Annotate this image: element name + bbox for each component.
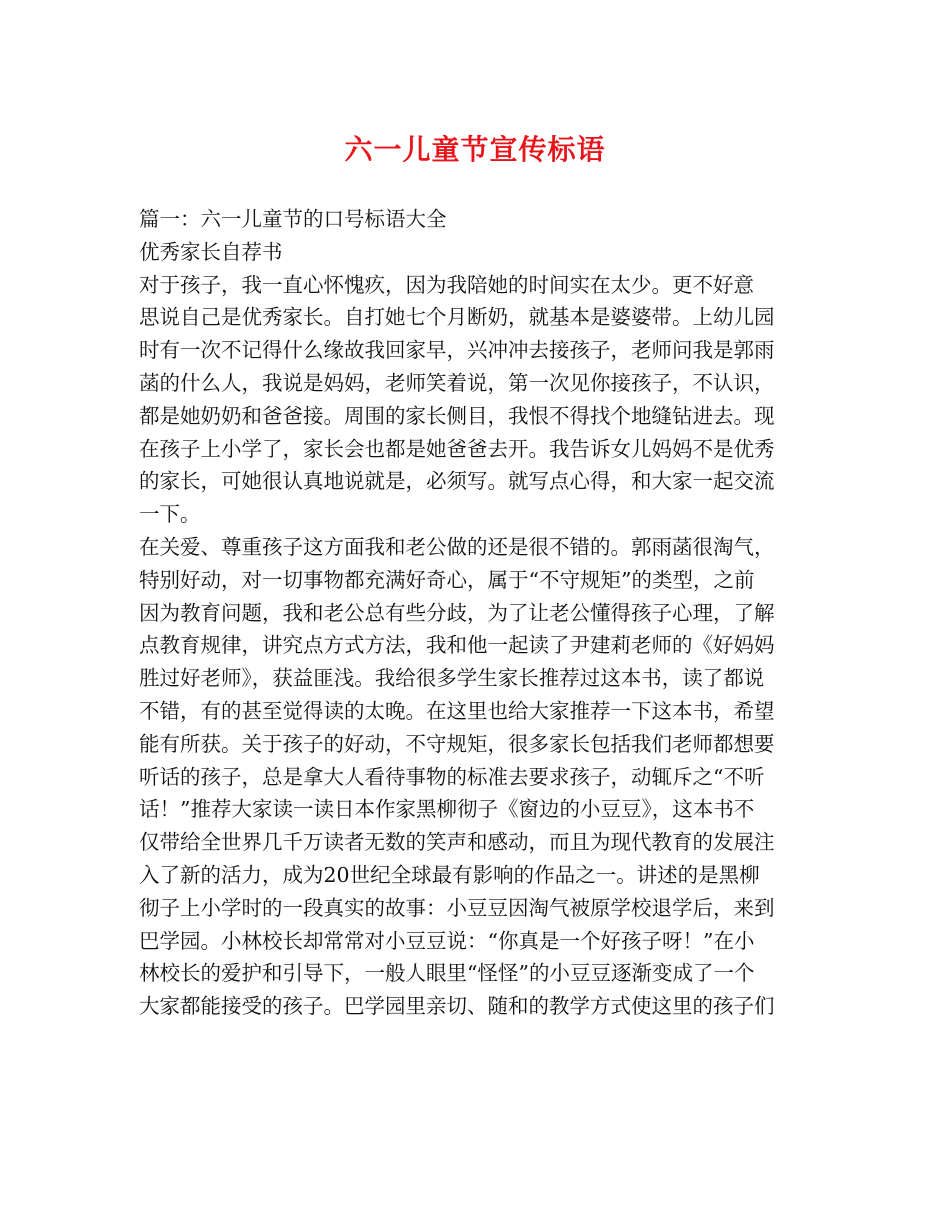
body-line: 点教育规律，讲究点方式方法，我和他一起读了尹建莉老师的《好妈妈 xyxy=(139,633,775,658)
body-line: 话！”推荐大家读一读日本作家黑柳彻子《窗边的小豆豆》，这本书不 xyxy=(139,797,755,822)
body-line: 篇一：六一儿童节的口号标语大全 xyxy=(139,207,447,231)
body-line: 胜过好老师》，获益匪浅。我给很多学生家长推荐过这本书，读了都说 xyxy=(139,666,765,691)
document-title: 六一儿童节宣传标语 xyxy=(344,133,606,166)
body-line: 一下。 xyxy=(139,502,201,527)
body-line: 时有一次不记得什么缘故我回家早，兴冲冲去接孩子，老师问我是郭雨 xyxy=(139,338,775,363)
body-line: 在孩子上小学了，家长会也都是她爸爸去开。我告诉女儿妈妈不是优秀 xyxy=(139,436,775,461)
body-line: 林校长的爱护和引导下，一般人眼里“怪怪”的小豆豆逐渐变成了一个 xyxy=(139,961,755,986)
body-line: 入了新的活力，成为20世纪全球最有影响的作品之一。讲述的是黑柳 xyxy=(139,862,760,887)
body-line: 听话的孩子，总是拿大人看待事物的标准去要求孩子，动辄斥之“不听 xyxy=(139,764,765,789)
body-line: 彻子上小学时的一段真实的故事：小豆豆因淘气被原学校退学后，来到 xyxy=(139,895,775,920)
document-body xyxy=(139,203,829,1023)
body-line: 思说自己是优秀家长。自打她七个月断奶，就基本是婆婆带。上幼儿园 xyxy=(139,305,775,330)
body-line: 优秀家长自荐书 xyxy=(139,239,283,264)
body-line: 能有所获。关于孩子的好动，不守规矩，很多家长包括我们老师都想要 xyxy=(139,731,775,756)
body-line: 对于孩子，我一直心怀愧疚，因为我陪她的时间实在太少。更不好意 xyxy=(139,272,754,297)
body-line: 仅带给全世界几千万读者无数的笑声和感动，而且为现代教育的发展注 xyxy=(139,830,775,855)
body-line: 的家长，可她很认真地说就是，必须写。就写点心得，和大家一起交流 xyxy=(139,469,775,494)
body-line: 都是她奶奶和爸爸接。周围的家长侧目，我恨不得找个地缝钻进去。现 xyxy=(139,403,775,428)
body-line: 大家都能接受的孩子。巴学园里亲切、随和的教学方式使这里的孩子们 xyxy=(139,994,775,1019)
body-line: 不错，有的甚至觉得读的太晚。在这里也给大家推荐一下这本书，希望 xyxy=(139,698,775,723)
body-line: 在关爱、尊重孩子这方面我和老公做的还是很不错的。郭雨菡很淘气， xyxy=(139,534,775,559)
body-line: 因为教育问题，我和老公总有些分歧，为了让老公懂得孩子心理，了解 xyxy=(139,600,775,625)
body-line: 特别好动，对一切事物都充满好奇心，属于“不守规矩”的类型，之前 xyxy=(139,567,755,592)
body-line: 巴学园。小林校长却常常对小豆豆说：“你真是一个好孩子呀！”在小 xyxy=(139,928,755,953)
body-line: 菡的什么人，我说是妈妈，老师笑着说，第一次见你接孩子，不认识， xyxy=(139,370,775,395)
